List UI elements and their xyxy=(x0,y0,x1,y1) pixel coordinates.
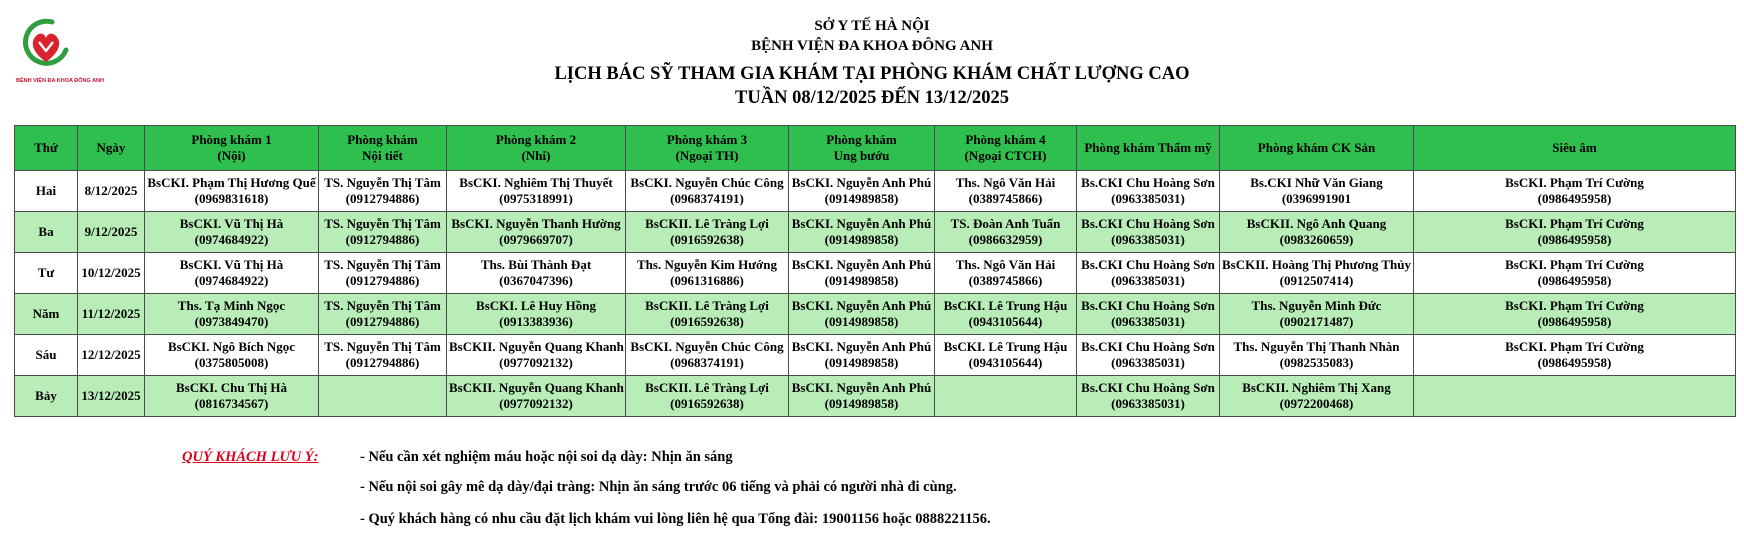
doctor-name: Ths. Nguyễn Kim Hướng xyxy=(637,257,777,272)
doctor-name: BsCKI. Nguyễn Anh Phú xyxy=(791,216,932,231)
notes-label: QUÝ KHÁCH LƯU Ý: xyxy=(182,449,319,465)
doctor-cell xyxy=(447,335,626,376)
doctor-name: BsCKI. Nguyễn Anh Phú xyxy=(791,298,932,313)
doctor-cell xyxy=(1414,253,1736,294)
doctor-cell xyxy=(145,253,319,294)
column-header xyxy=(145,126,319,171)
doctor-cell xyxy=(447,376,626,417)
weekday-cell: Hai xyxy=(15,171,78,212)
doctor-name: Bs.CKI Chu Hoàng Sơn xyxy=(1081,257,1215,272)
logo-caption: BỆNH VIỆN ĐA KHOA ĐÔNG ANH xyxy=(16,78,105,84)
doctor-cell xyxy=(935,212,1077,253)
doctor-cell xyxy=(319,294,447,335)
column-header-line1: Phòng khám 1 xyxy=(191,132,272,147)
column-header-line1: Phòng khám xyxy=(347,132,418,147)
column-header xyxy=(319,126,447,171)
weekday-cell: Ba xyxy=(15,212,78,253)
weekday-cell: Năm xyxy=(15,294,78,335)
date-cell: 9/12/2025 xyxy=(78,212,145,253)
doctor-phone: (0974684922) xyxy=(194,273,269,288)
doctor-cell xyxy=(319,171,447,212)
doctor-name: Ths. Bùi Thành Đạt xyxy=(480,257,592,272)
doctor-phone: (0943105644) xyxy=(968,355,1043,370)
doctor-phone: (0979669707) xyxy=(499,232,573,247)
doctor-name: BsCKI. Chu Thị Hà xyxy=(175,380,288,395)
column-header-line1: Phòng khám 3 xyxy=(666,132,748,147)
doctor-cell xyxy=(319,212,447,253)
doctor-name: BsCKI. Lê Trung Hậu xyxy=(943,339,1068,354)
date-cell: 12/12/2025 xyxy=(78,335,145,376)
doctor-phone: (0963385031) xyxy=(1111,355,1185,370)
doctor-name: Bs.CKI Chu Hoàng Sơn xyxy=(1081,175,1215,190)
doctor-phone: (0912794886) xyxy=(345,191,420,206)
doctor-name: BsCKII. Nghiêm Thị Xang xyxy=(1242,380,1391,395)
doctor-name: BsCKI. Phạm Thị Hương Quế xyxy=(147,175,316,190)
doctor-phone: (0963385031) xyxy=(1111,273,1185,288)
doctor-cell xyxy=(1077,253,1220,294)
doctor-phone: (0986495958) xyxy=(1537,273,1612,288)
column-header xyxy=(789,126,935,171)
note-item: - Quý khách hàng có nhu cầu đặt lịch khám vui lòng liên hệ qua Tổng đài: 19001156 hoặc 0888221156. xyxy=(360,511,991,527)
doctor-phone: (0389745866) xyxy=(968,191,1043,206)
doctor-name: BsCKI. Nguyễn Anh Phú xyxy=(791,339,932,354)
doctor-phone: (0986495958) xyxy=(1537,191,1612,206)
doctor-name: BsCKII. Lê Tràng Lợi xyxy=(645,298,769,313)
doctor-cell xyxy=(145,171,319,212)
doctor-phone: (0375805008) xyxy=(194,355,269,370)
doctor-cell xyxy=(1220,335,1414,376)
doctor-phone: (0969831618) xyxy=(194,191,269,206)
doctor-phone: (0975318991) xyxy=(499,191,573,206)
doctor-phone: (0914989858) xyxy=(824,273,899,288)
column-header-line2: (Ngoại TH) xyxy=(675,148,739,163)
doctor-name: Bs.CKI Chu Hoàng Sơn xyxy=(1081,298,1215,313)
doctor-name: TS. Nguyễn Thị Tâm xyxy=(324,298,441,313)
doctor-name: BsCKI. Phạm Trí Cường xyxy=(1505,298,1644,313)
doctor-phone: (0916592638) xyxy=(670,232,744,247)
doctor-name: BsCKII. Lê Tràng Lợi xyxy=(645,380,769,395)
doctor-name: BsCKI. Lê Trung Hậu xyxy=(943,298,1068,313)
doctor-cell xyxy=(1220,376,1414,417)
doctor-name: BsCKI. Nghiêm Thị Thuyết xyxy=(459,175,613,190)
table-row xyxy=(15,212,1736,253)
doctor-cell xyxy=(935,253,1077,294)
doctor-phone: (0972200468) xyxy=(1279,396,1354,411)
doctor-phone: (0916592638) xyxy=(670,396,744,411)
doctor-cell xyxy=(789,171,935,212)
doctor-name: Ths. Ngô Văn Hải xyxy=(955,175,1056,190)
doctor-cell xyxy=(145,376,319,417)
doctor-name: BsCKI. Phạm Trí Cường xyxy=(1505,175,1644,190)
doctor-phone: (0977092132) xyxy=(499,355,573,370)
department-name: SỞ Y TẾ HÀ NỘI xyxy=(814,18,930,34)
doctor-cell xyxy=(319,376,447,417)
doctor-cell xyxy=(626,171,789,212)
date-cell: 11/12/2025 xyxy=(78,294,145,335)
table-row xyxy=(15,294,1736,335)
doctor-cell xyxy=(935,294,1077,335)
doctor-cell xyxy=(319,253,447,294)
doctor-name: Ths. Nguyễn Minh Đức xyxy=(1251,298,1382,313)
doctor-name: BsCKI. Nguyễn Chúc Công xyxy=(630,175,784,190)
doctor-cell xyxy=(145,212,319,253)
doctor-phone: (0913383936) xyxy=(499,314,573,329)
doctor-cell xyxy=(1414,294,1736,335)
doctor-name: BsCKI. Phạm Trí Cường xyxy=(1505,216,1644,231)
doctor-phone: (0914989858) xyxy=(824,232,899,247)
doctor-name: Bs.CKI Nhữ Văn Giang xyxy=(1250,175,1383,190)
doctor-name: BsCKI. Nguyễn Anh Phú xyxy=(791,175,932,190)
doctor-cell xyxy=(1077,335,1220,376)
doctor-name: BsCKI. Phạm Trí Cường xyxy=(1505,339,1644,354)
doctor-name: TS. Nguyễn Thị Tâm xyxy=(324,257,441,272)
doctor-phone: (0912794886) xyxy=(345,273,420,288)
date-cell: 10/12/2025 xyxy=(78,253,145,294)
doctor-cell xyxy=(626,253,789,294)
doctor-phone: (0914989858) xyxy=(824,396,899,411)
doctor-phone: (0986495958) xyxy=(1537,314,1612,329)
doctor-cell xyxy=(1220,253,1414,294)
doctor-cell xyxy=(789,212,935,253)
column-header-line1: Siêu âm xyxy=(1552,140,1597,155)
doctor-cell xyxy=(1414,171,1736,212)
schedule-week: TUẦN 08/12/2025 ĐẾN 13/12/2025 xyxy=(735,88,1009,108)
doctor-phone: (0974684922) xyxy=(194,232,269,247)
doctor-phone: (0986632959) xyxy=(968,232,1043,247)
doctor-phone: (0986495958) xyxy=(1537,232,1612,247)
doctor-cell xyxy=(1414,212,1736,253)
table-body xyxy=(15,171,1736,417)
doctor-phone: (0916592638) xyxy=(670,314,744,329)
doctor-name: Bs.CKI Chu Hoàng Sơn xyxy=(1081,380,1215,395)
doctor-cell xyxy=(789,335,935,376)
doctor-phone: (0963385031) xyxy=(1111,191,1185,206)
column-header xyxy=(1414,126,1736,171)
doctor-cell xyxy=(447,212,626,253)
hospital-name: BỆNH VIỆN ĐA KHOA ĐÔNG ANH xyxy=(751,38,993,54)
note-item: - Nếu nội soi gây mê dạ dày/đại tràng: Nhịn ăn sáng trước 06 tiếng và phải có người nhà đi cùng. xyxy=(360,479,957,495)
weekday-cell: Bảy xyxy=(15,376,78,417)
doctor-cell xyxy=(1414,376,1736,417)
doctor-cell xyxy=(1077,171,1220,212)
doctor-cell xyxy=(626,376,789,417)
doctor-cell xyxy=(626,335,789,376)
doctor-phone: (0977092132) xyxy=(499,396,573,411)
doctor-phone: (0912507414) xyxy=(1279,273,1354,288)
doctor-phone: (0963385031) xyxy=(1111,232,1185,247)
doctor-name: BsCKI. Lê Huy Hồng xyxy=(476,298,596,313)
doctor-cell xyxy=(145,335,319,376)
doctor-phone: (0389745866) xyxy=(968,273,1043,288)
doctor-phone: (0367047396) xyxy=(499,273,573,288)
column-header-line2: Nội tiết xyxy=(362,148,403,163)
date-cell: 13/12/2025 xyxy=(78,376,145,417)
doctor-cell xyxy=(789,253,935,294)
column-header xyxy=(15,126,78,171)
doctor-name: BsCKI. Nguyễn Anh Phú xyxy=(791,257,932,272)
doctor-name: BsCKII. Lê Tràng Lợi xyxy=(645,216,769,231)
column-header-line1: Phòng khám xyxy=(826,132,897,147)
doctor-name: Bs.CKI Chu Hoàng Sơn xyxy=(1081,216,1215,231)
doctor-name: BsCKII. Nguyễn Quang Khanh xyxy=(449,339,624,354)
column-header xyxy=(935,126,1077,171)
doctor-name: BsCKII. Nguyễn Quang Khanh xyxy=(449,380,624,395)
column-header-line2: (Nhi) xyxy=(521,148,551,163)
doctor-phone: (0914989858) xyxy=(824,355,899,370)
doctor-cell xyxy=(1220,171,1414,212)
weekday-cell: Tư xyxy=(15,253,78,294)
doctor-phone: (0986495958) xyxy=(1537,355,1612,370)
table-row xyxy=(15,171,1736,212)
doctor-phone: (0963385031) xyxy=(1111,396,1185,411)
date-cell: 8/12/2025 xyxy=(78,171,145,212)
doctor-name: Ths. Ngô Văn Hải xyxy=(955,257,1056,272)
column-header-line1: Thứ xyxy=(34,140,58,155)
weekday-cell: Sáu xyxy=(15,335,78,376)
doctor-name: BsCKI. Vũ Thị Hà xyxy=(179,216,284,231)
column-header-line1: Phòng khám 2 xyxy=(495,132,577,147)
doctor-phone: (0983260659) xyxy=(1279,232,1354,247)
doctor-cell xyxy=(789,376,935,417)
doctor-phone: (0816734567) xyxy=(194,396,269,411)
column-header xyxy=(626,126,789,171)
doctor-cell xyxy=(447,294,626,335)
doctor-name: BsCKII. Ngô Anh Quang xyxy=(1246,216,1387,231)
column-header-line2: (Nội) xyxy=(217,148,246,163)
doctor-cell xyxy=(447,171,626,212)
doctor-name: Bs.CKI Chu Hoàng Sơn xyxy=(1081,339,1215,354)
doctor-cell xyxy=(1220,212,1414,253)
doctor-phone: (0914989858) xyxy=(824,191,899,206)
column-header-line1: Phòng khám Thẩm mỹ xyxy=(1084,140,1212,155)
doctor-cell xyxy=(1414,335,1736,376)
doctor-name: BsCKI. Nguyễn Chúc Công xyxy=(630,339,784,354)
doctor-phone: (0968374191) xyxy=(670,355,744,370)
doctor-cell xyxy=(1077,212,1220,253)
doctor-cell xyxy=(447,253,626,294)
table-row xyxy=(15,376,1736,417)
doctor-phone: (0973849470) xyxy=(194,314,269,329)
schedule-title: LỊCH BÁC SỸ THAM GIA KHÁM TẠI PHÒNG KHÁM CHẤT LƯỢNG CAO xyxy=(554,64,1190,84)
doctor-name: BsCKI. Nguyễn Anh Phú xyxy=(791,380,932,395)
doctor-name: BsCKII. Hoàng Thị Phương Thủy xyxy=(1222,257,1412,272)
doctor-phone: (0943105644) xyxy=(968,314,1043,329)
column-header xyxy=(1077,126,1220,171)
column-header-line1: Ngày xyxy=(96,140,126,155)
doctor-name: BsCKI. Vũ Thị Hà xyxy=(179,257,284,272)
doctor-phone: (0396991901 xyxy=(1281,191,1352,206)
doctor-cell xyxy=(1077,376,1220,417)
doctor-name: TS. Nguyễn Thị Tâm xyxy=(324,216,441,231)
doctor-cell xyxy=(935,335,1077,376)
column-header xyxy=(78,126,145,171)
table-row xyxy=(15,335,1736,376)
doctor-cell xyxy=(626,212,789,253)
doctor-name: Ths. Nguyễn Thị Thanh Nhàn xyxy=(1233,339,1400,354)
doctor-cell xyxy=(1220,294,1414,335)
doctor-phone: (0912794886) xyxy=(345,355,420,370)
doctor-cell xyxy=(145,294,319,335)
doctor-name: TS. Nguyễn Thị Tâm xyxy=(324,339,441,354)
doctor-phone: (0961316886) xyxy=(670,273,744,288)
doctor-phone: (0902171487) xyxy=(1279,314,1354,329)
doctor-phone: (0912794886) xyxy=(345,314,420,329)
column-header-line2: (Ngoại CTCH) xyxy=(964,148,1047,163)
doctor-name: Ths. Tạ Minh Ngọc xyxy=(177,298,286,313)
doctor-schedule-table xyxy=(14,125,1736,417)
doctor-name: BsCKI. Nguyễn Thanh Hường xyxy=(451,216,621,231)
doctor-name: TS. Đoàn Anh Tuấn xyxy=(950,216,1061,231)
doctor-phone: (0963385031) xyxy=(1111,314,1185,329)
doctor-name: BsCKI. Ngô Bích Ngọc xyxy=(167,339,296,354)
doctor-cell xyxy=(935,171,1077,212)
column-header-line2: Ung bướu xyxy=(833,148,890,163)
doctor-name: BsCKI. Phạm Trí Cường xyxy=(1505,257,1644,272)
doctor-name: TS. Nguyễn Thị Tâm xyxy=(324,175,441,190)
doctor-cell xyxy=(789,294,935,335)
doctor-phone: (0982535083) xyxy=(1279,355,1354,370)
doctor-cell xyxy=(319,335,447,376)
column-header xyxy=(1220,126,1414,171)
column-header xyxy=(447,126,626,171)
doctor-phone: (0968374191) xyxy=(670,191,744,206)
column-header-line1: Phòng khám 4 xyxy=(965,132,1046,147)
doctor-cell xyxy=(935,376,1077,417)
doctor-phone: (0914989858) xyxy=(824,314,899,329)
doctor-phone: (0912794886) xyxy=(345,232,420,247)
doctor-cell xyxy=(1077,294,1220,335)
document-header xyxy=(0,16,1744,110)
note-item: - Nếu cần xét nghiệm máu hoặc nội soi dạ dày: Nhịn ăn sáng xyxy=(360,449,733,465)
doctor-cell xyxy=(626,294,789,335)
column-header-line1: Phòng khám CK Sản xyxy=(1257,140,1376,155)
table-header-row xyxy=(15,126,1736,171)
table-row xyxy=(15,253,1736,294)
